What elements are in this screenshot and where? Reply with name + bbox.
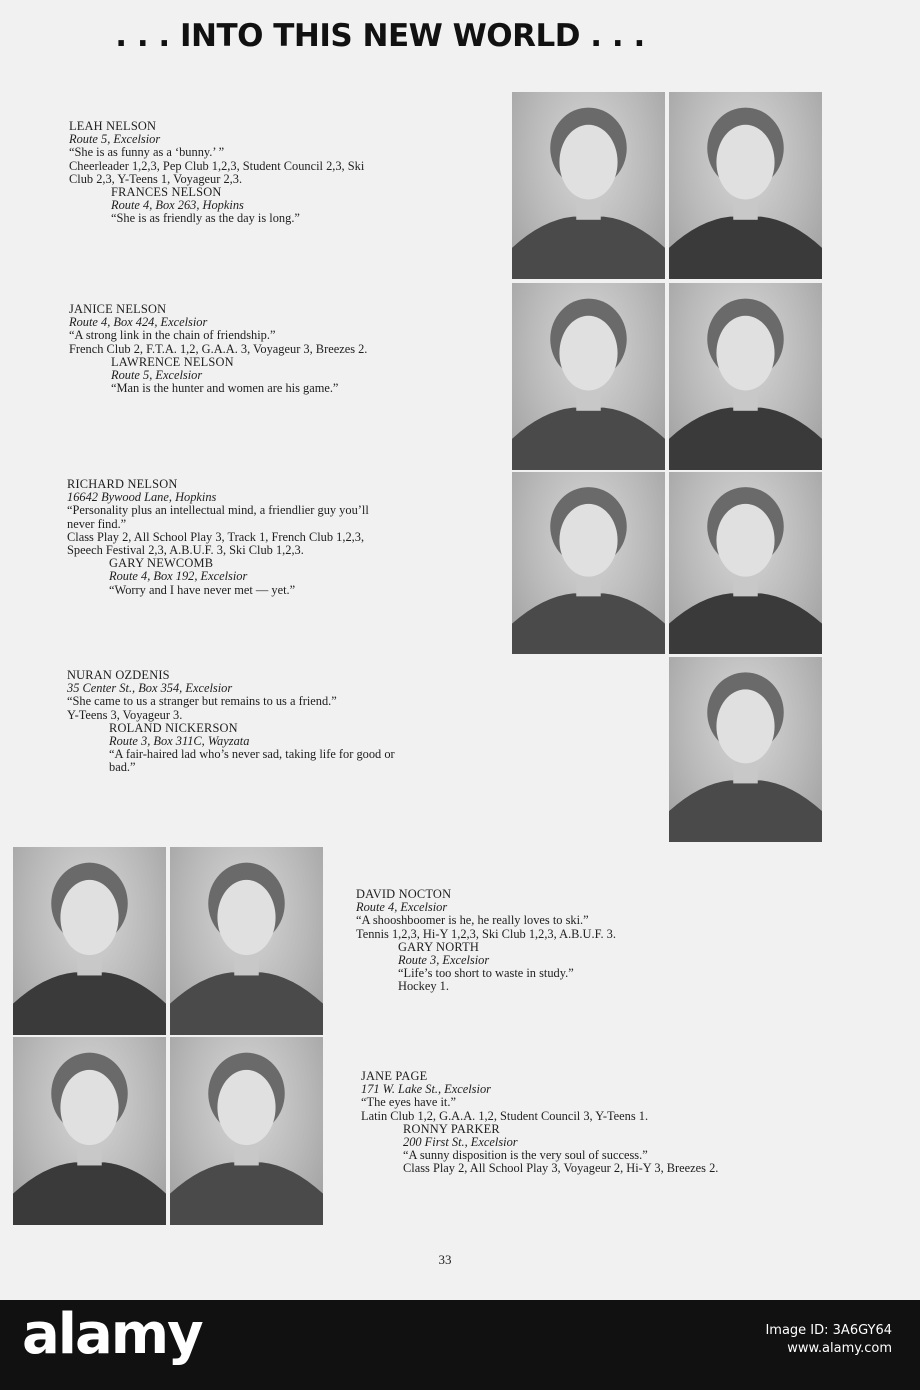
portrait-shoulders [170, 972, 323, 1035]
student-address: 16642 Bywood Lane, Hopkins [67, 490, 217, 505]
portrait-face [716, 125, 774, 200]
partner-name: ROLAND NICKERSON [109, 720, 238, 735]
portrait-shoulders [669, 780, 822, 842]
portrait-photo-jane-page [13, 1037, 166, 1225]
student-quote: “Personality plus an intellectual mind, a friendlier guy you’ll [67, 503, 369, 518]
student-entry-leah-nelson [69, 120, 489, 226]
partner-name: GARY NEWCOMB [109, 556, 214, 571]
student-quote: “The eyes have it.” [361, 1095, 456, 1110]
student-name: JANE PAGE [361, 1069, 428, 1083]
portrait-shoulders [13, 972, 166, 1035]
student-activities: Cheerleader 1,2,3, Pep Club 1,2,3, Student Council 2,3, Ski [69, 158, 365, 173]
student-activities: Class Play 2, All School Play 3, Track 1, French Club 1,2,3, [67, 529, 365, 544]
image-id-label: Image ID: 3A6GY64 [765, 1323, 892, 1338]
portrait-shoulders [170, 1162, 323, 1225]
portrait-face [559, 316, 617, 391]
portrait-face [716, 504, 774, 577]
partner-address: Route 4, Box 263, Hopkins [111, 198, 244, 213]
student-activities: French Club 2, F.T.A. 1,2, G.A.A. 3, Voyageur 3, Breezes 2. [69, 341, 368, 356]
partner-quote: “Man is the hunter and women are his game.” [111, 381, 339, 396]
student-address: Route 4, Box 424, Excelsior [69, 315, 208, 330]
portrait-face [559, 125, 617, 200]
partner-address: Route 3, Box 311C, Wayzata [109, 734, 250, 749]
site-url-label: www.alamy.com [787, 1341, 892, 1356]
portrait-photo-richard-nelson [512, 472, 665, 654]
student-name: DAVID NOCTON [356, 887, 452, 901]
portrait-shoulders [512, 593, 665, 654]
student-address: 35 Center St., Box 354, Excelsior [67, 681, 233, 696]
student-address: Route 5, Excelsior [69, 132, 161, 147]
partner-activities: Class Play 2, All School Play 3, Voyageur 2, Hi-Y 3, Breezes 2. [403, 1161, 719, 1176]
partner-address: Route 5, Excelsior [111, 368, 203, 383]
portrait-photo-david-nocton [13, 847, 166, 1035]
portrait-photo-leah-nelson [512, 92, 665, 279]
student-activities: Y-Teens 3, Voyageur 3. [67, 707, 183, 722]
portrait-photo-lawrence-nelson [669, 283, 822, 470]
portrait-photo-ronny-parker [170, 1037, 323, 1225]
student-name: JANICE NELSON [69, 302, 167, 316]
partner-address: Route 3, Excelsior [398, 953, 490, 968]
student-entry-janice-nelson [69, 303, 489, 395]
page-headline: . . . INTO THIS NEW WORLD . . . [115, 18, 645, 54]
footer-info [632, 1322, 892, 1358]
partner-address: Route 4, Box 192, Excelsior [109, 569, 248, 584]
alamy-logo: alamy [22, 1302, 202, 1367]
portrait-face [716, 316, 774, 391]
student-activities: Speech Festival 2,3, A.B.U.F. 3, Ski Club 1,2,3. [67, 543, 304, 558]
student-name: NURAN OZDENIS [67, 668, 170, 682]
student-name: RICHARD NELSON [67, 477, 178, 491]
student-activities: Tennis 1,2,3, Hi-Y 1,2,3, Ski Club 1,2,3, A.B.U.F. 3. [356, 926, 616, 941]
student-quote: “A strong link in the chain of friendship.” [69, 328, 276, 343]
partner-quote: “A fair-haired lad who’s never sad, taking life for good or [109, 747, 395, 762]
portrait-shoulders [669, 217, 822, 279]
student-quote: “A shooshboomer is he, he really loves to ski.” [356, 913, 589, 928]
portrait-face [217, 880, 275, 955]
student-quote: “She came to us a stranger but remains to us a friend.” [67, 694, 337, 709]
portrait-photo-gary-newcomb [669, 472, 822, 654]
student-activities: Latin Club 1,2, G.A.A. 1,2, Student Council 3, Y-Teens 1. [361, 1108, 649, 1123]
partner-quote: “A sunny disposition is the very soul of success.” [403, 1148, 648, 1163]
student-activities: Club 2,3, Y-Teens 1, Voyageur 2,3. [69, 171, 243, 186]
partner-quote: “Life’s too short to waste in study.” [398, 966, 574, 981]
portrait-face [716, 689, 774, 763]
partner-name: FRANCES NELSON [111, 185, 222, 200]
portrait-shoulders [512, 217, 665, 279]
portrait-face [60, 1070, 118, 1145]
portrait-photo-frances-nelson [669, 92, 822, 279]
partner-name: LAWRENCE NELSON [111, 354, 234, 369]
student-quote: never find.” [67, 516, 127, 531]
student-name: LEAH NELSON [69, 119, 157, 133]
page-number: 33 [438, 1252, 452, 1267]
student-address: Route 4, Excelsior [356, 900, 448, 915]
partner-quote: “Worry and I have never met — yet.” [109, 582, 296, 597]
partner-activities: Hockey 1. [398, 979, 449, 994]
portrait-face [217, 1070, 275, 1145]
student-entry-nuran-ozdenis [67, 669, 537, 775]
student-address: 171 W. Lake St., Excelsior [361, 1082, 491, 1097]
partner-name: RONNY PARKER [403, 1121, 500, 1136]
portrait-photo-janice-nelson [512, 283, 665, 470]
portrait-face [559, 504, 617, 577]
portrait-shoulders [512, 408, 665, 470]
portrait-photo-gary-north [170, 847, 323, 1035]
student-entry-richard-nelson [67, 478, 487, 597]
portrait-shoulders [669, 593, 822, 654]
partner-quote: bad.” [109, 760, 136, 775]
partner-quote: “She is as friendly as the day is long.” [111, 211, 300, 226]
student-quote: “She is as funny as a ‘bunny.’ ” [69, 145, 225, 160]
partner-address: 200 First St., Excelsior [403, 1135, 518, 1150]
portrait-shoulders [669, 408, 822, 470]
portrait-photo-roland-nickerson [669, 657, 822, 842]
student-entry-jane-page [361, 1070, 841, 1176]
portrait-face [60, 880, 118, 955]
portrait-shoulders [13, 1162, 166, 1225]
student-entry-david-nocton [356, 888, 776, 994]
partner-name: GARY NORTH [398, 939, 479, 954]
